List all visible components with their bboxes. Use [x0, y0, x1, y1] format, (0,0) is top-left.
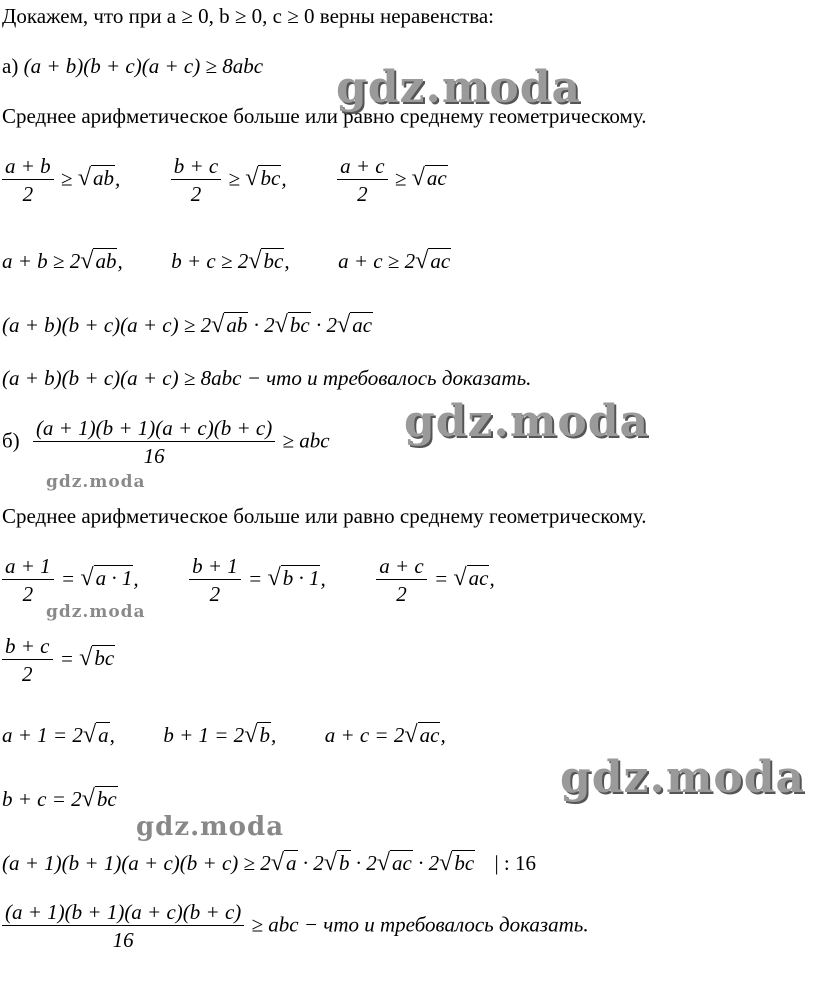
- part-a-conclusion: (a + b)(b + c)(a + c) ≥ 8abc − что и требовалось доказать.: [2, 366, 532, 390]
- part-b-step2: a + 1 = 2√a, b + 1 = 2√b, a + c = 2√ac,: [2, 721, 446, 748]
- part-b-step1-cont: $\frac{b + c}{2}$ = √bc: [0, 636, 115, 685]
- part-a-step3: (a + b)(b + c)(a + c) ≥ 2√ab · 2√bc · 2√ac: [2, 311, 373, 338]
- part-a-step2: a + b ≥ 2√ab, b + c ≥ 2√bc, a + c ≥ 2√ac: [2, 247, 451, 274]
- intro-line: Докажем, что при a ≥ 0, b ≥ 0, c ≥ 0 верны неравенства:: [2, 4, 495, 28]
- watermark: gdz.moda: [404, 396, 650, 447]
- am-gm-text-a: Среднее арифметическое больше или равно среднему геометрическому.: [2, 104, 647, 128]
- watermark: gdz.moda: [46, 472, 146, 492]
- watermark: gdz.moda: [336, 62, 582, 113]
- part-a-step1: $\frac{a + b}{2}$ ≥ √ab, $\frac{b + c}{2}$ ≥ √bc, $\frac{a + c}{2}$ ≥ √ac: [0, 156, 448, 205]
- part-b-step1: $\frac{a + 1}{2}$ = √a · 1, $\frac{b + 1}{2}$ = √b · 1, $\frac{a + c}{2}$ = √ac,: [0, 556, 495, 605]
- watermark: gdz.moda: [560, 752, 806, 803]
- watermark: gdz.moda: [46, 602, 146, 622]
- part-b-final: $\frac{(a + 1)(b + 1)(a + c)(b + c)}{16}$ ≥ abc − что и требовалось доказать.: [0, 902, 589, 951]
- watermark: gdz.moda: [136, 812, 285, 842]
- part-b-step3: (a + 1)(b + 1)(a + c)(b + c) ≥ 2√a · 2√b · 2√ac · 2√bc | : 16: [2, 849, 536, 876]
- part-b-statement: б) $\frac{(a + 1)(b + 1)(a + c)(b + c)}{16}$ ≥ abc: [2, 416, 330, 468]
- part-b-step2-cont: b + c = 2√bc: [2, 785, 117, 812]
- part-a-statement: а) (a + b)(b + c)(a + c) ≥ 8abc: [2, 54, 264, 78]
- am-gm-text-b: Среднее арифметическое больше или равно среднему геометрическому.: [2, 504, 647, 528]
